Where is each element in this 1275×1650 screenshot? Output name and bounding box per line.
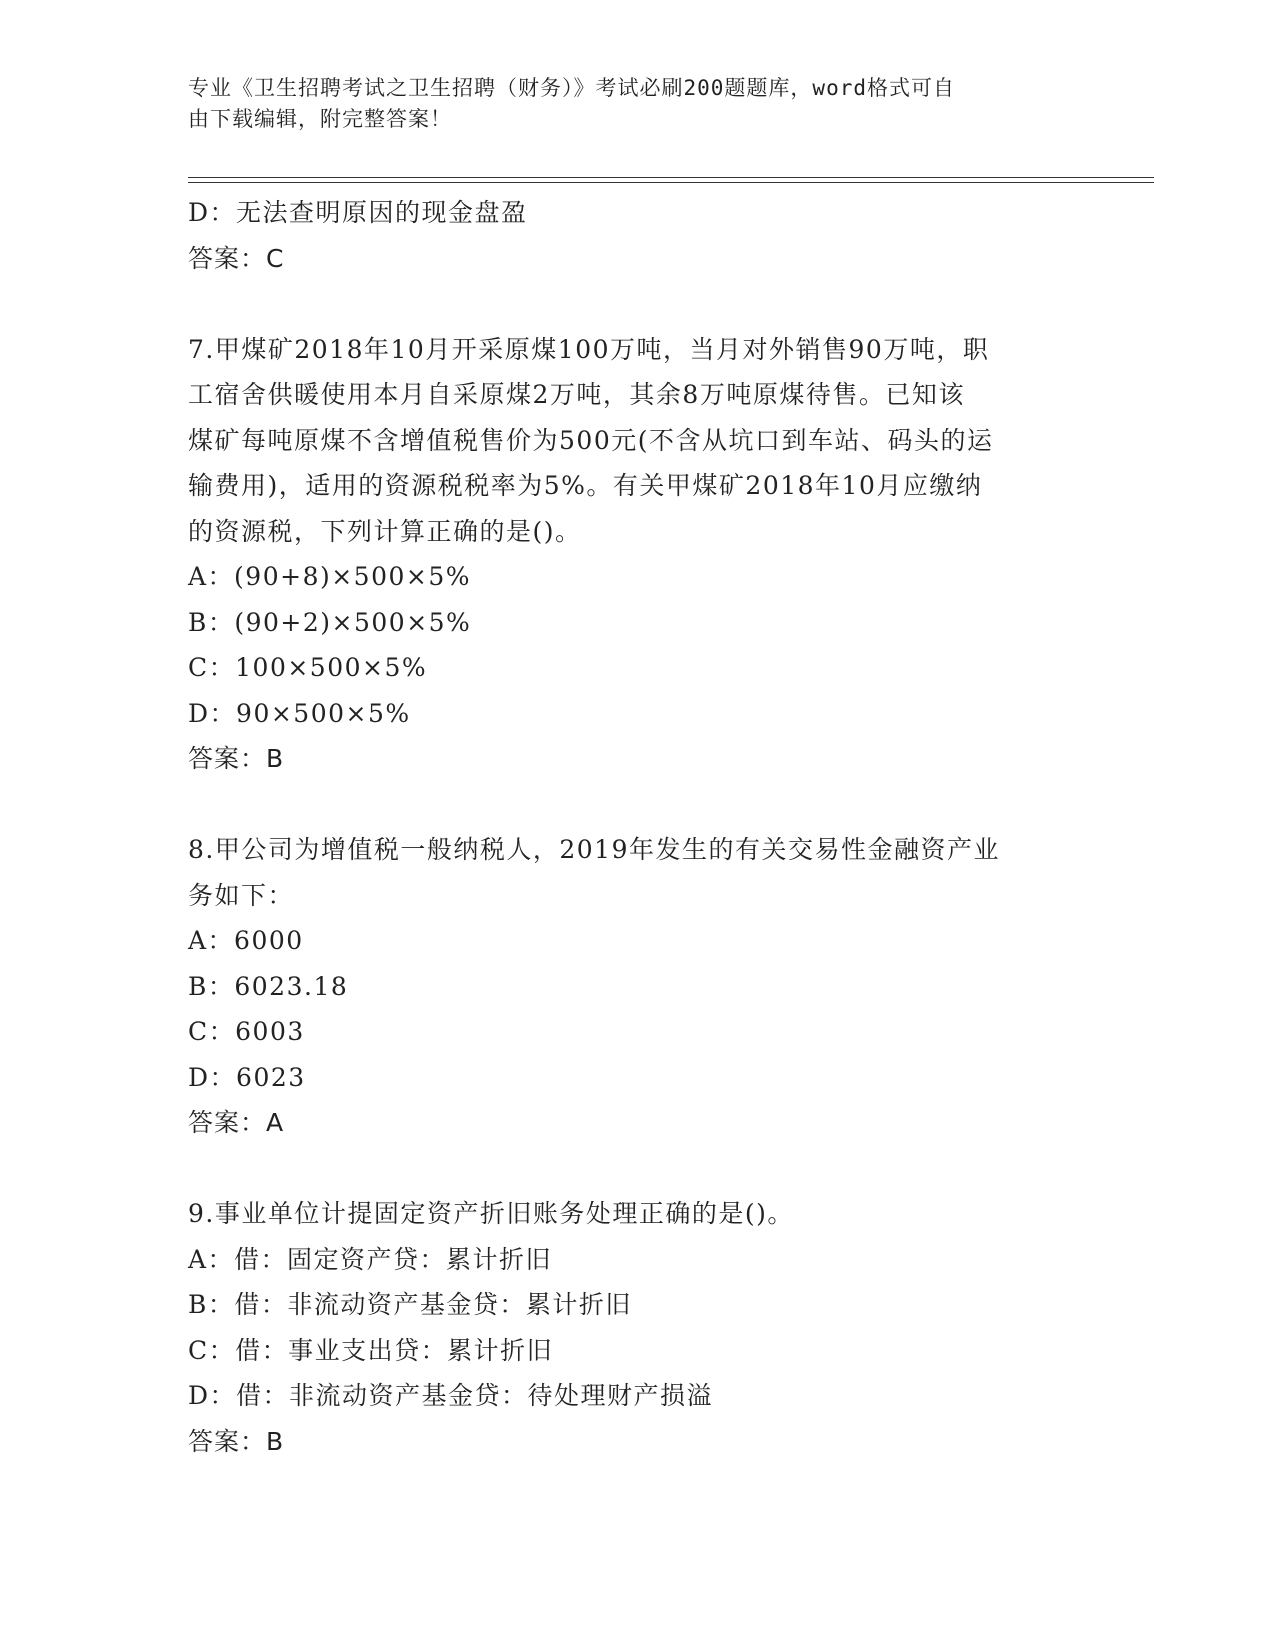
question-8-option-d: D：6023 <box>188 1062 306 1092</box>
document-header <box>188 73 1068 135</box>
question-8 <box>188 827 1068 1146</box>
question-7-option-a: A：(90+8)×500×5% <box>188 562 471 591</box>
question-9 <box>188 1191 1068 1464</box>
question-7-answer: 答案：B <box>188 744 285 773</box>
question-9-stem <box>188 1191 1068 1237</box>
spacer <box>188 782 1068 828</box>
prev-answer: 答案：C <box>188 243 285 273</box>
stem-line: 8.甲公司为增值税一般纳税人，2019年发生的有关交易性金融资产业 <box>188 835 1000 864</box>
stem-line: 输费用)，适用的资源税税率为5%。有关甲煤矿2018年10月应缴纳 <box>188 471 983 500</box>
stem-line: 9.事业单位计提固定资产折旧账务处理正确的是()。 <box>188 1199 794 1228</box>
question-8-option-b: B：6023.18 <box>188 971 349 1001</box>
stem-line: 务如下： <box>188 880 295 910</box>
question-8-answer: 答案：A <box>188 1108 285 1137</box>
stem-line: 工宿舍供暖使用本月自采原煤2万吨，其余8万吨原煤待售。已知该 <box>188 380 965 409</box>
question-9-option-d: D：借：非流动资产基金贷：待处理财产损溢 <box>188 1381 714 1410</box>
header-divider-bottom <box>188 182 1154 183</box>
prev-option-d: D：无法查明原因的现金盘盈 <box>188 198 528 227</box>
spacer <box>188 1146 1068 1192</box>
question-8-option-a: A：6000 <box>188 926 304 955</box>
stem-line: 煤矿每吨原煤不含增值税售价为500元(不含从坑口到车站、码头的运 <box>188 425 994 455</box>
question-7-option-b: B：(90+2)×500×5% <box>188 607 472 637</box>
header-line-1: 专业《卫生招聘考试之卫生招聘（财务）》考试必刷200题题库，word格式可自 <box>188 76 955 100</box>
question-7-stem <box>188 327 1068 555</box>
question-8-option-c: C：6003 <box>188 1017 305 1046</box>
question-7-option-c: C：100×500×5% <box>188 653 428 682</box>
question-9-option-a: A：借：固定资产贷：累计折旧 <box>188 1244 553 1274</box>
stem-line: 的资源税，下列计算正确的是()。 <box>188 516 582 546</box>
question-7 <box>188 327 1068 782</box>
question-9-answer: 答案：B <box>188 1426 285 1456</box>
question-9-option-c: C：借：事业支出贷：累计折旧 <box>188 1335 554 1365</box>
stem-line: 7.甲煤矿2018年10月开采原煤100万吨，当月对外销售90万吨，职 <box>188 334 990 364</box>
header-divider-top <box>188 177 1154 178</box>
document-body <box>188 190 1068 1464</box>
question-8-stem <box>188 827 1068 918</box>
header-line-2: 由下载编辑，附完整答案！ <box>188 107 452 131</box>
spacer <box>188 281 1068 327</box>
question-9-option-b: B：借：非流动资产基金贷：累计折旧 <box>188 1290 632 1319</box>
question-7-option-d: D：90×500×5% <box>188 698 411 728</box>
